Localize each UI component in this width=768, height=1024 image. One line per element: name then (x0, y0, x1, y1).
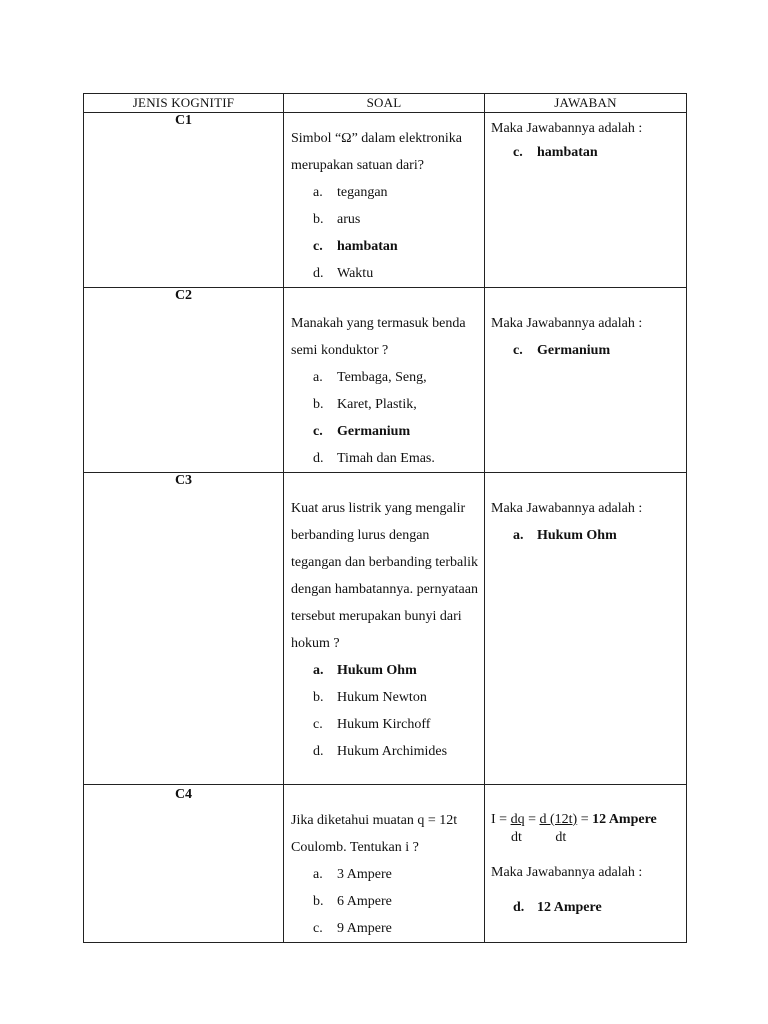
option-list (291, 861, 478, 942)
option-item: a. Tembaga, Seng, (313, 370, 427, 385)
answer-intro: Maka Jawabannya adalah : (491, 501, 643, 516)
option-item: a. 3 Ampere (313, 867, 392, 882)
table-row (84, 288, 687, 473)
answer-intro: Maka Jawabannya adalah : (491, 865, 643, 880)
table-header-row (84, 94, 687, 113)
table-row (84, 785, 687, 943)
cognitive-level: C1 (84, 113, 284, 288)
option-item: b. arus (313, 212, 361, 227)
question-text: Jika diketahui muatan q = 12t Coulomb. Tentukan i ? (291, 813, 458, 855)
cognitive-level: C4 (84, 785, 284, 943)
answer-intro: Maka Jawabannya adalah : (491, 121, 643, 136)
cognitive-level: C2 (84, 288, 284, 473)
option-list (291, 657, 478, 765)
table-row (84, 473, 687, 785)
option-item: c. 9 Ampere (313, 921, 392, 936)
option-item: b. Karet, Plastik, (313, 397, 417, 412)
formula-numerator-dq: dq (510, 812, 525, 827)
question-cell (284, 113, 485, 288)
header-jawaban: JAWABAN (485, 94, 687, 113)
option-item: d. Hukum Archimides (313, 744, 448, 759)
answer-value: c. Germanium (513, 343, 611, 358)
option-list (291, 179, 478, 287)
answer-cell (485, 785, 687, 943)
header-jenis-kognitif: JENIS KOGNITIF (84, 94, 284, 113)
option-list (291, 364, 478, 472)
option-item: b. 6 Ampere (313, 894, 392, 909)
answer-value: a. Hukum Ohm (513, 528, 617, 543)
question-cell (284, 288, 485, 473)
formula-numerator-d12t: d (12t) (539, 812, 578, 827)
answer-value: c. hambatan (513, 145, 598, 160)
answer-value: d. 12 Ampere (513, 900, 602, 915)
question-cell (284, 785, 485, 943)
option-item: d. Timah dan Emas. (313, 451, 435, 466)
formula-denominators: dt dt (511, 830, 567, 845)
question-cell (284, 473, 485, 785)
question-text: Simbol “Ω” dalam elektronika merupakan satuan dari? (291, 131, 462, 173)
option-item: c. Hukum Kirchoff (313, 717, 431, 732)
table-row (84, 113, 687, 288)
formula-result: 12 Ampere (592, 812, 657, 827)
header-soal: SOAL (284, 94, 485, 113)
option-item: d. Waktu (313, 266, 374, 281)
question-table (83, 93, 687, 943)
answer-cell (485, 113, 687, 288)
answer-intro: Maka Jawabannya adalah : (491, 316, 643, 331)
question-text: Kuat arus listrik yang mengalir berbanding lurus dengan tegangan dan berbanding terbalik dengan hambatannya. pernyataan tersebut merupakan bunyi dari hokum ? (291, 501, 478, 651)
option-item: a. tegangan (313, 185, 388, 200)
option-item: b. Hukum Newton (313, 690, 427, 705)
option-item-correct: c. Germanium (313, 424, 411, 439)
option-item-correct: c. hambatan (313, 239, 398, 254)
cognitive-level: C3 (84, 473, 284, 785)
option-item-correct: a. Hukum Ohm (313, 663, 417, 678)
answer-cell (485, 288, 687, 473)
answer-cell (485, 473, 687, 785)
current-formula: I = dq = d (12t) = 12 Ampere dt dt (491, 785, 680, 847)
question-text: Manakah yang termasuk benda semi konduktor ? (291, 316, 466, 358)
